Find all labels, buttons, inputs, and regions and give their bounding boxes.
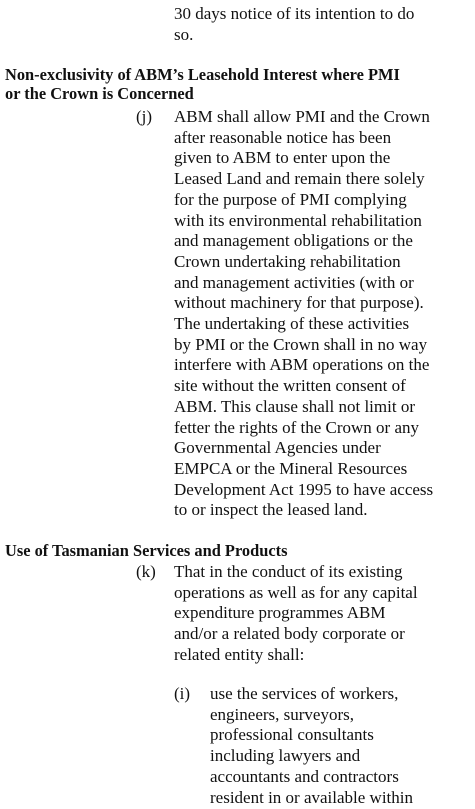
clause-k-text: That in the conduct of its existing operations as well as for any capital expenditure programmes ABM and/or a related body corporate or related entity shall: (174, 562, 418, 664)
clause-label-k: (k) (136, 562, 156, 581)
clause-j-text: ABM shall allow PMI and the Crown after reasonable notice has been given to ABM to enter upon the Leased Land and remain there solely for the purpose of PMI complying with its environmental rehabilitation and management obligations or the Crown undertaking rehabilitation and management activities (with or without machinery for that purpose). The undertaking of these activities by PMI or the Crown shall in no way interfere with ABM operations on the site without the written consent of ABM. This clause shall not limit or fetter the rights of the Crown or any Governmental Agencies under EMPCA or the Mineral Resources Development Act 1995 to have access to or inspect the leased land. (174, 107, 434, 520)
subclause-i-text: use the services of workers, engineers, surveyors, professional consultants including lawyers and accountants and contractors resident in or available within (210, 684, 413, 807)
subclause-label-i: (i) (174, 684, 191, 703)
section-heading-tasmanian-services: Use of Tasmanian Services and Products (5, 541, 288, 560)
section-heading-non-exclusivity: Non-exclusivity of ABM’s Leasehold Interest where PMI or the Crown is Concerned (5, 65, 400, 103)
continuation-text: 30 days notice of its intention to do so. (174, 4, 415, 44)
clause-label-j: (j) (136, 107, 153, 126)
